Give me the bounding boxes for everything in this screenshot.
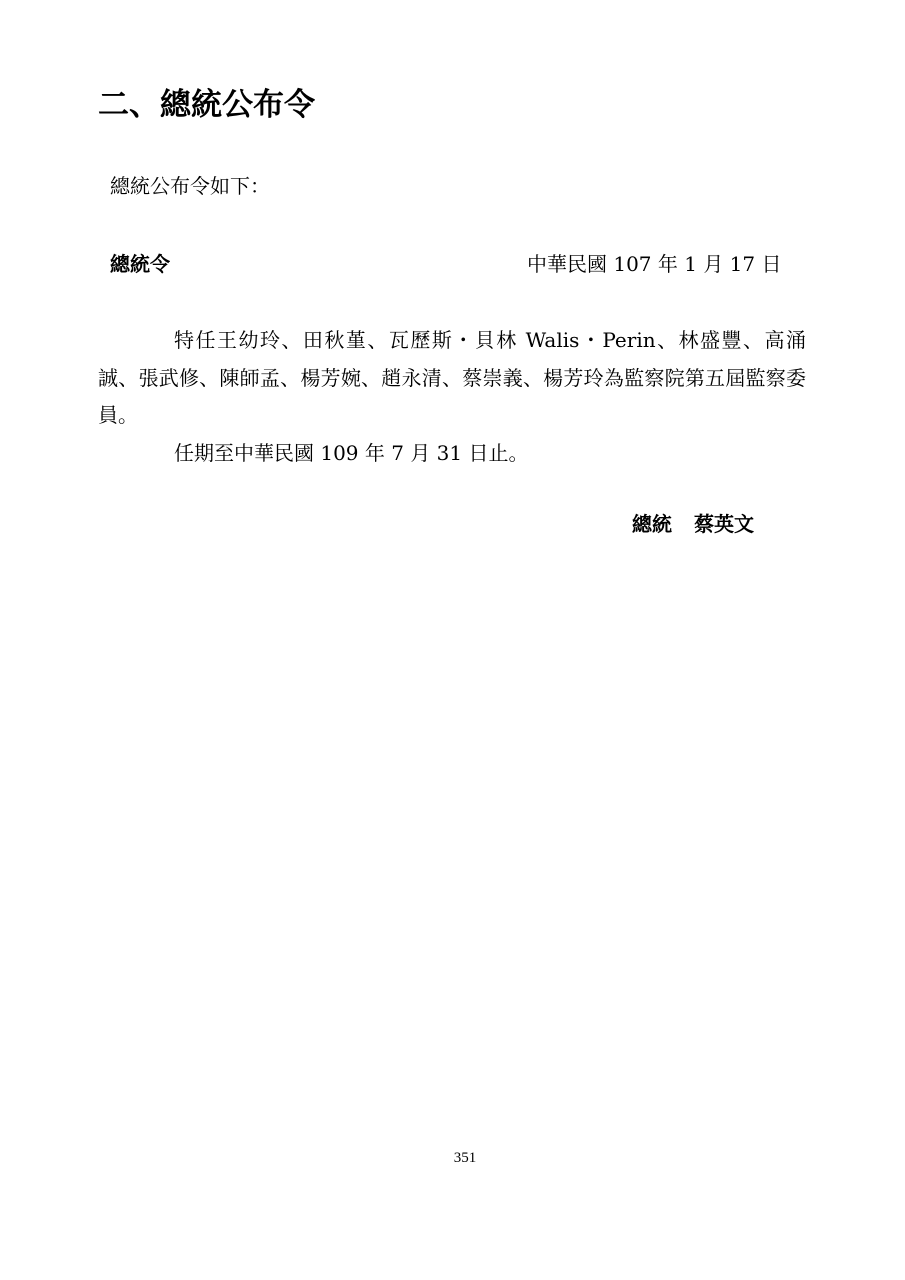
term-paragraph: 任期至中華民國 109 年 7 月 31 日止。 [174,440,529,465]
section-heading: 二、總統公布令 [98,87,315,123]
intro-text: 總統公布令如下： [110,174,270,198]
order-date: 中華民國 107 年 1 月 17 日 [527,252,782,276]
page-number: 351 [453,1150,477,1166]
appointment-paragraph: 特任王幼玲、田秋堇、瓦歷斯・貝林 Walis・Perin、林盛豐、高涌誠、張武修、陳師孟、楊芳婉、趙永清、蔡崇義、楊芳玲為監察院第五屆監察委員。 [98,328,806,427]
signature-title: 總統 [632,512,672,536]
order-label: 總統令 [110,252,170,276]
order-body [98,322,806,472]
signature [632,510,754,538]
signature-name: 蔡英文 [694,512,754,536]
